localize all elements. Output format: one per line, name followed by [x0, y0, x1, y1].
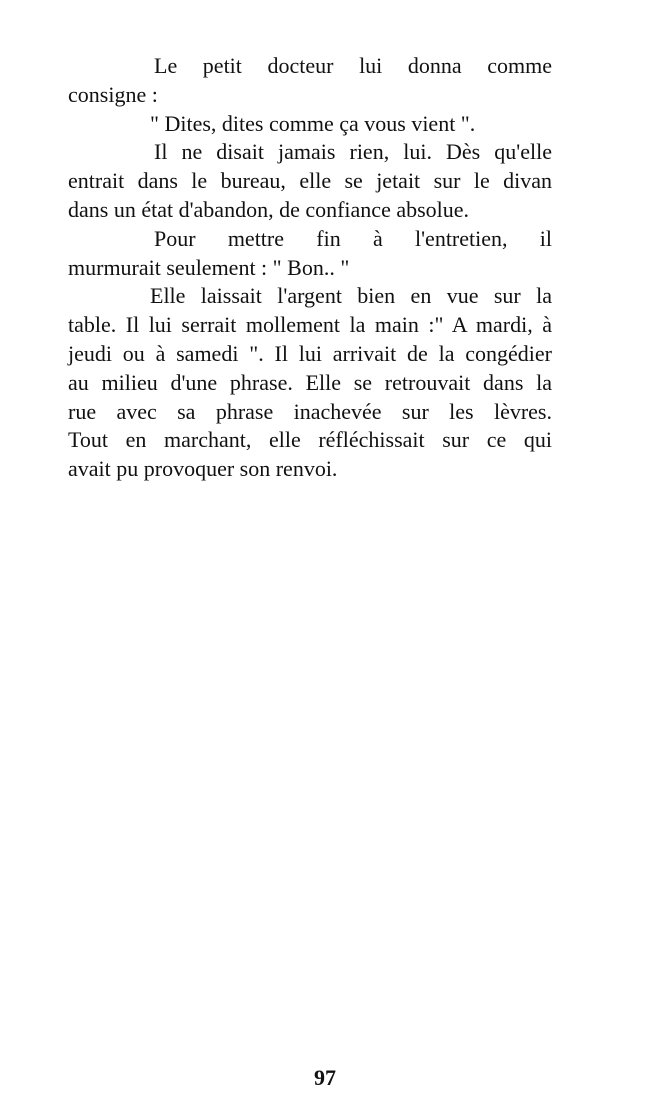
text-line: murmurait seulement : " Bon.. "	[68, 254, 350, 280]
body-text	[68, 52, 552, 484]
text-line: " Dites, dites comme ça vous vient ".	[150, 110, 476, 136]
text-line: Il ne disait jamais rien, lui. Dès qu'elle	[154, 139, 552, 165]
text-line: entrait dans le bureau, elle se jetait sur le divan	[68, 168, 552, 194]
text-line: Elle laissait l'argent bien en vue sur la	[150, 283, 552, 309]
text-line: au milieu d'une phrase. Elle se retrouvait dans la	[68, 369, 552, 395]
text-line: Tout en marchant, elle réfléchissait sur ce qui	[68, 427, 552, 453]
text-line: avait pu provoquer son renvoi.	[68, 456, 338, 482]
text-line: Le petit docteur lui donna comme	[154, 53, 552, 78]
text-line: table. Il lui serrait mollement la main :" A mardi, à	[68, 312, 552, 338]
text-line: consigne :	[68, 81, 158, 107]
page-number: 97	[314, 1065, 336, 1090]
text-line: dans un état d'abandon, de confiance absolue.	[68, 196, 470, 222]
text-line: Pour mettre fin à l'entretien, il	[154, 225, 552, 251]
text-line: rue avec sa phrase inachevée sur les lèvres.	[68, 398, 552, 424]
text-line: jeudi ou à samedi ". Il lui arrivait de la congédier	[68, 340, 552, 366]
